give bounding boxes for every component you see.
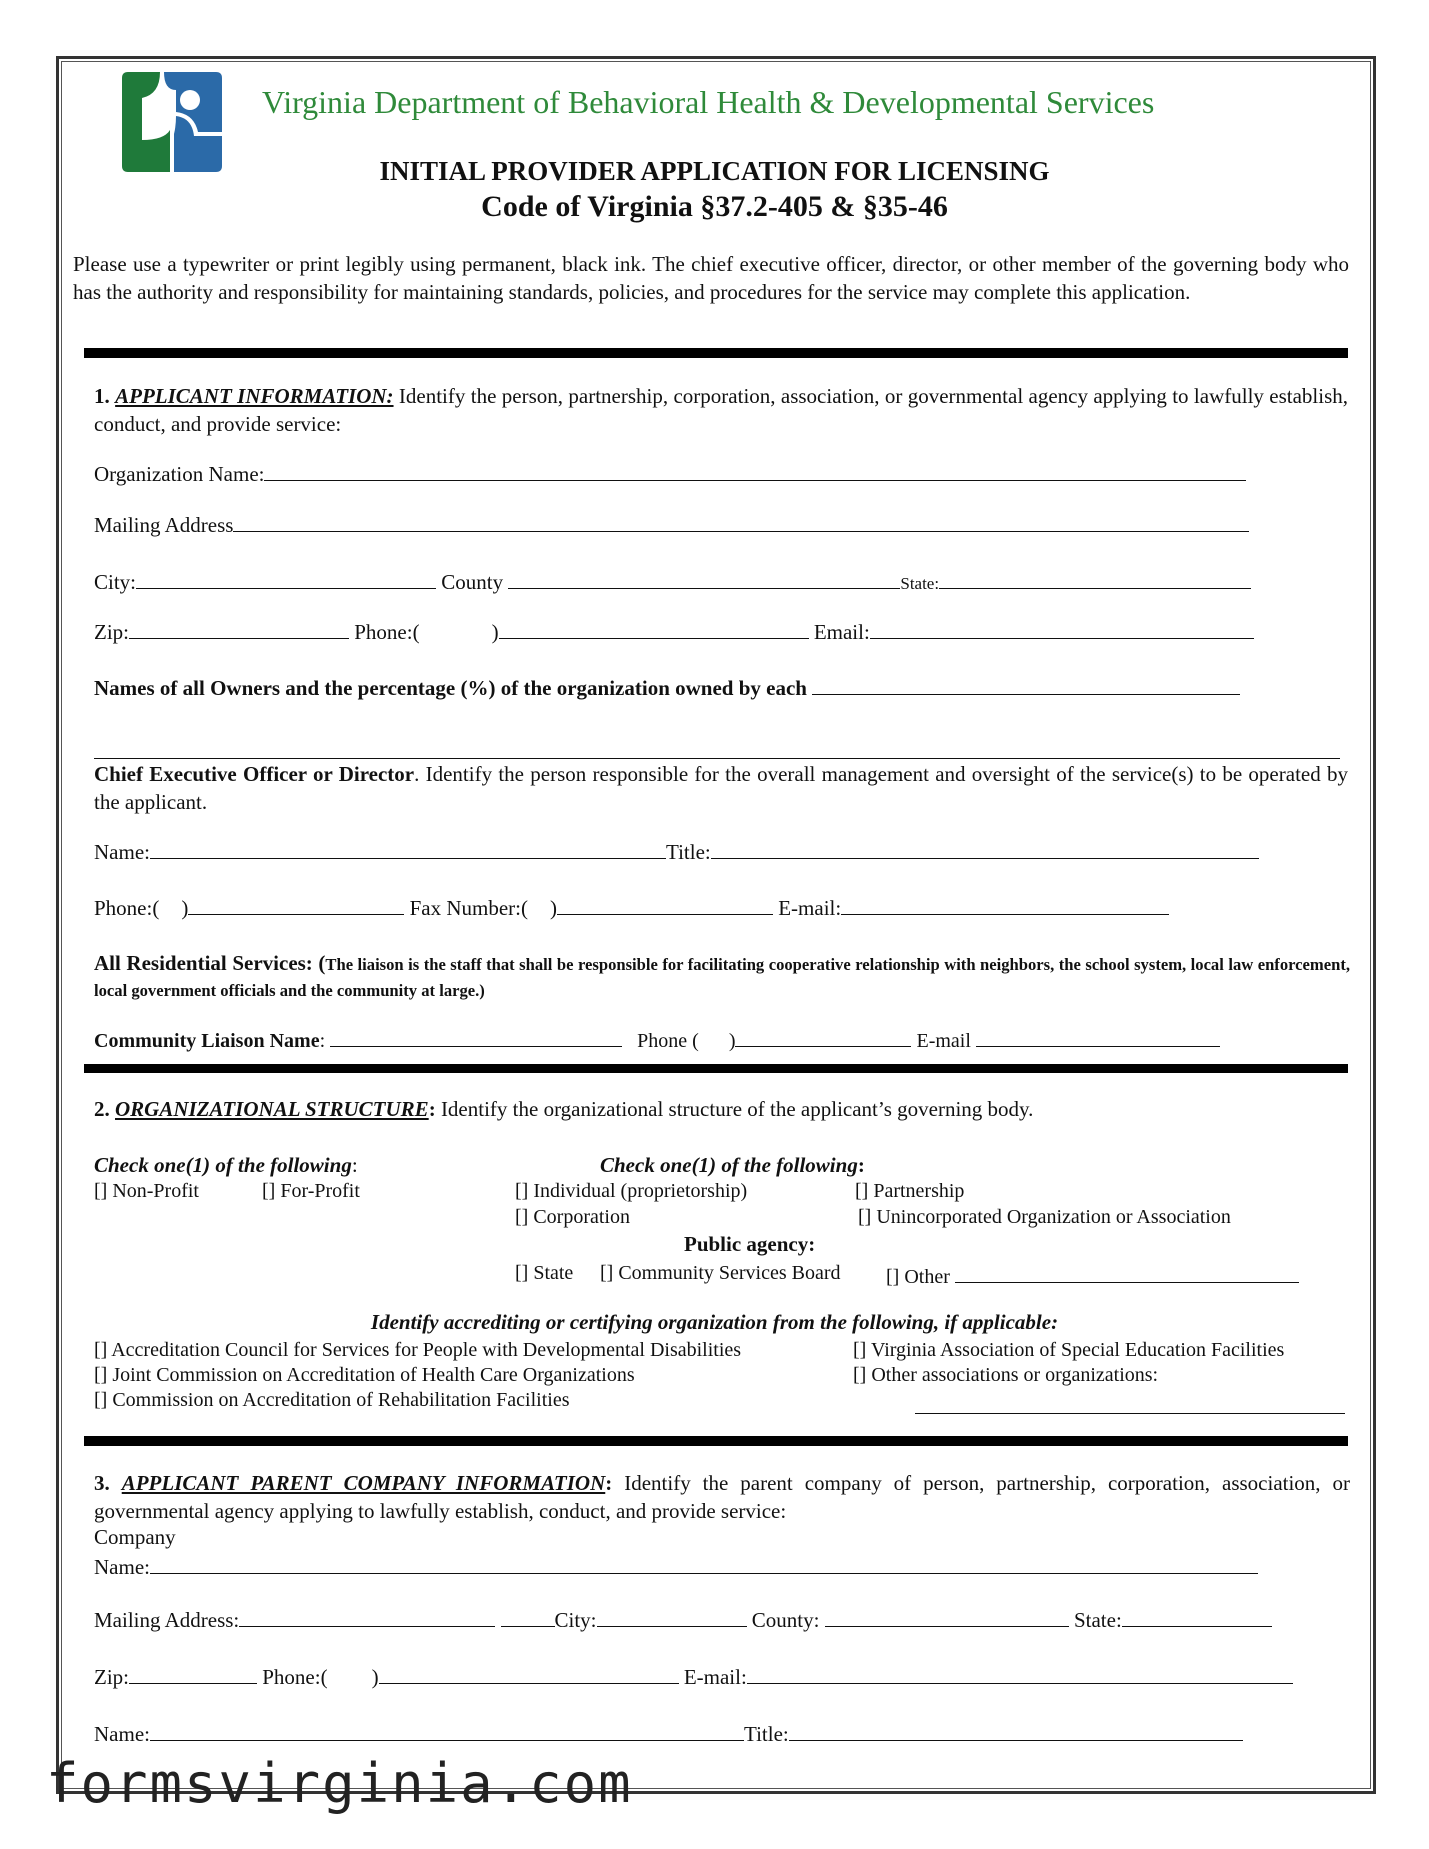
org-name-row <box>94 460 1246 487</box>
liaison-colon: : <box>319 1030 326 1052</box>
parent-mailing-field[interactable] <box>239 1606 495 1627</box>
accred-heading <box>0 1310 1429 1335</box>
ceo-fax-label: Fax Number:( <box>409 896 528 920</box>
liaison-email-field[interactable] <box>976 1026 1220 1047</box>
owners-field-continued[interactable] <box>94 738 1340 759</box>
phone-label: Phone:( <box>354 620 420 644</box>
liaison-phone-field[interactable] <box>735 1026 911 1047</box>
phone-close: ) <box>491 620 499 644</box>
section-description: Identify the parent company of person, partnership, corporation, association, or governmental agency applying to lawfully establish, conduct, and provide service: <box>94 1471 1351 1523</box>
code-reference: Code of Virginia §37.2-405 & §35-46 <box>481 190 948 223</box>
parent-email-field[interactable] <box>747 1663 1293 1684</box>
section-description: Identify the organizational structure of the applicant’s governing body. <box>440 1097 1034 1121</box>
section-divider <box>84 348 1348 358</box>
ceo-name-label: Name: <box>94 840 150 864</box>
owners-row <box>94 674 1240 701</box>
parent-city-field[interactable] <box>597 1606 747 1627</box>
company-name-row <box>94 1553 1258 1580</box>
other-field[interactable] <box>955 1262 1299 1283</box>
nonprofit-checkbox[interactable]: [] Non-Profit <box>94 1180 199 1202</box>
county-field[interactable] <box>508 568 900 589</box>
parent-address-row <box>94 1606 1272 1633</box>
site-watermark: formsvirginia.com <box>46 1752 633 1815</box>
instructions: Please use a typewriter or print legibly using permanent, black ink. The chief executive officer, director, or other member of the governing body who has the authority and responsibility for maintaining standards, policies, and procedures for the service may complete this application. <box>73 252 1349 304</box>
section-description: Identify the person, partnership, corporation, association, or governmental agency applying to lawfully establish, conduct, and provide service: <box>94 384 1349 436</box>
ceo-title-label: Title: <box>665 840 711 864</box>
ceo-email-field[interactable] <box>841 894 1169 915</box>
section-3-intro <box>94 1469 1350 1525</box>
liaison-phone-close: ) <box>728 1030 736 1052</box>
city-row <box>94 568 1251 595</box>
parent-phone-field[interactable] <box>379 1663 679 1684</box>
accred-other-field[interactable] <box>915 1393 1345 1414</box>
parent-city-label: City: <box>554 1608 597 1632</box>
org-name-label: Organization Name: <box>94 462 265 486</box>
parent-mailing-label: Mailing Address: <box>94 1608 240 1632</box>
liaison-row <box>94 1026 1220 1053</box>
section-title: APPLICANT INFORMATION: <box>115 384 394 408</box>
partnership-checkbox[interactable]: [] Partnership <box>855 1180 965 1202</box>
forprofit-checkbox[interactable]: [] For-Profit <box>262 1180 360 1202</box>
ceo-phone-label: Phone:( <box>94 896 160 920</box>
residential-paren: ( <box>318 951 326 975</box>
county-label: County <box>441 570 504 594</box>
other-checkbox[interactable]: [] Other <box>886 1266 950 1288</box>
state-field[interactable] <box>939 568 1251 589</box>
section-divider <box>84 1436 1348 1446</box>
zip-field[interactable] <box>129 618 349 639</box>
section-number: 3. <box>94 1471 110 1495</box>
parent-name-row <box>94 1720 1243 1747</box>
ceo-phone-close: ) <box>181 896 189 920</box>
unincorporated-checkbox[interactable]: [] Unincorporated Organization or Association <box>858 1206 1231 1228</box>
page-border <box>56 56 1376 1794</box>
liaison-email-label: E-mail <box>916 1030 971 1052</box>
parent-title-label: Title: <box>743 1722 789 1746</box>
phone-field[interactable] <box>499 618 809 639</box>
zip-label: Zip: <box>94 620 129 644</box>
csb-checkbox[interactable]: [] Community Services Board <box>600 1262 841 1284</box>
accred-other-checkbox[interactable]: [] Other associations or organizations: <box>853 1364 1159 1386</box>
accred-vasef-checkbox[interactable]: [] Virginia Association of Special Education Facilities <box>853 1339 1285 1361</box>
city-label: City: <box>94 570 137 594</box>
residential-heading: All Residential Services: <box>94 951 313 975</box>
parent-title-field[interactable] <box>789 1720 1243 1741</box>
form-title: INITIAL PROVIDER APPLICATION FOR LICENSING <box>379 156 1050 186</box>
mailing-address-label: Mailing Address <box>94 513 234 537</box>
zip-row <box>94 618 1254 645</box>
ceo-contact-row <box>94 894 1169 921</box>
parent-state-field[interactable] <box>1122 1606 1272 1627</box>
public-agency-heading: Public agency: <box>684 1232 816 1256</box>
parent-zip-label: Zip: <box>94 1665 129 1689</box>
section-title: ORGANIZATIONAL STRUCTURE <box>115 1097 429 1121</box>
parent-name-label: Name: <box>94 1722 150 1746</box>
residential-description: The liaison is the staff that shall be responsible for facilitating cooperative relationship with neighbors, the school system, local law enforcement, local government officials and the community at large.) <box>94 955 1351 1000</box>
liaison-name-field[interactable] <box>330 1026 622 1047</box>
section-title: APPLICANT PARENT COMPANY INFORMATION <box>121 1471 606 1495</box>
section-number: 1. <box>94 384 110 408</box>
parent-county-field[interactable] <box>825 1606 1069 1627</box>
parent-email-label: E-mail: <box>683 1665 747 1689</box>
section-number: 2. <box>94 1097 110 1121</box>
section-2-intro <box>94 1097 1033 1122</box>
parent-contact-row <box>94 1663 1293 1690</box>
accred-carf-checkbox[interactable]: [] Commission on Accreditation of Rehabilitation Facilities <box>94 1389 570 1411</box>
parent-state-label: State: <box>1073 1608 1122 1632</box>
ceo-name-row <box>94 838 1259 865</box>
individual-checkbox[interactable]: [] Individual (proprietorship) <box>515 1180 748 1202</box>
owners-label: Names of all Owners and the percentage (%) of the organization owned by each <box>94 676 807 700</box>
agency-name: Virginia Department of Behavioral Health & Developmental Services <box>262 84 1155 120</box>
liaison-label: Community Liaison Name <box>94 1030 320 1052</box>
company-label: Company <box>94 1525 176 1549</box>
parent-zip-field[interactable] <box>129 1663 257 1684</box>
accred-title: Identify accrediting or certifying organization from the following, if applicable: <box>370 1310 1059 1334</box>
state-label: State: <box>900 574 940 593</box>
check-left-heading <box>94 1153 358 1178</box>
org-name-field[interactable] <box>264 460 1246 481</box>
ceo-phone-field[interactable] <box>188 894 404 915</box>
mailing-address-field[interactable] <box>233 511 1249 532</box>
accred-jcaho-checkbox[interactable]: [] Joint Commission on Accreditation of Health Care Organizations <box>94 1364 635 1386</box>
check-left-label: Check one(1) of the following <box>94 1153 352 1177</box>
parent-county-label: County: <box>751 1608 820 1632</box>
corporation-checkbox[interactable]: [] Corporation <box>515 1206 630 1228</box>
parent-name-field[interactable] <box>150 1720 744 1741</box>
ceo-heading: Chief Executive Officer or Director <box>94 762 415 786</box>
state-checkbox[interactable]: [] State <box>515 1262 574 1284</box>
company-name-label: Name: <box>94 1555 150 1579</box>
email-label: Email: <box>813 620 870 644</box>
company-name-field[interactable] <box>150 1553 1258 1574</box>
section-divider <box>84 1064 1348 1073</box>
ceo-intro <box>94 760 1348 816</box>
check-right-label: Check one(1) of the following <box>600 1153 858 1177</box>
check-left-colon: : <box>351 1153 358 1177</box>
ceo-fax-close: ) <box>549 896 557 920</box>
check-right-heading <box>600 1153 865 1178</box>
email-field[interactable] <box>870 618 1254 639</box>
ceo-description: . Identify the person responsible for the overall management and oversight of the service(s) to be operated by the applicant. <box>94 762 1348 814</box>
parent-mailing-field-2[interactable] <box>501 1606 555 1627</box>
ceo-email-label: E-mail: <box>778 896 842 920</box>
accred-acdd-checkbox[interactable]: [] Accreditation Council for Services for People with Developmental Disabilities <box>94 1339 742 1361</box>
ceo-fax-field[interactable] <box>557 894 773 915</box>
parent-phone-label: Phone:( <box>262 1665 328 1689</box>
other-checkbox-row <box>886 1262 1299 1289</box>
owners-field[interactable] <box>812 674 1240 695</box>
ceo-name-field[interactable] <box>150 838 666 859</box>
mailing-row <box>94 511 1249 538</box>
check-right-colon: : <box>857 1153 865 1177</box>
parent-phone-close: ) <box>371 1665 379 1689</box>
residential-services <box>94 951 1350 1003</box>
section-colon: : <box>428 1097 436 1121</box>
section-1-intro <box>94 382 1348 438</box>
section-colon: : <box>605 1471 613 1495</box>
city-field[interactable] <box>136 568 436 589</box>
liaison-phone-label: Phone ( <box>637 1030 699 1052</box>
ceo-title-field[interactable] <box>711 838 1259 859</box>
